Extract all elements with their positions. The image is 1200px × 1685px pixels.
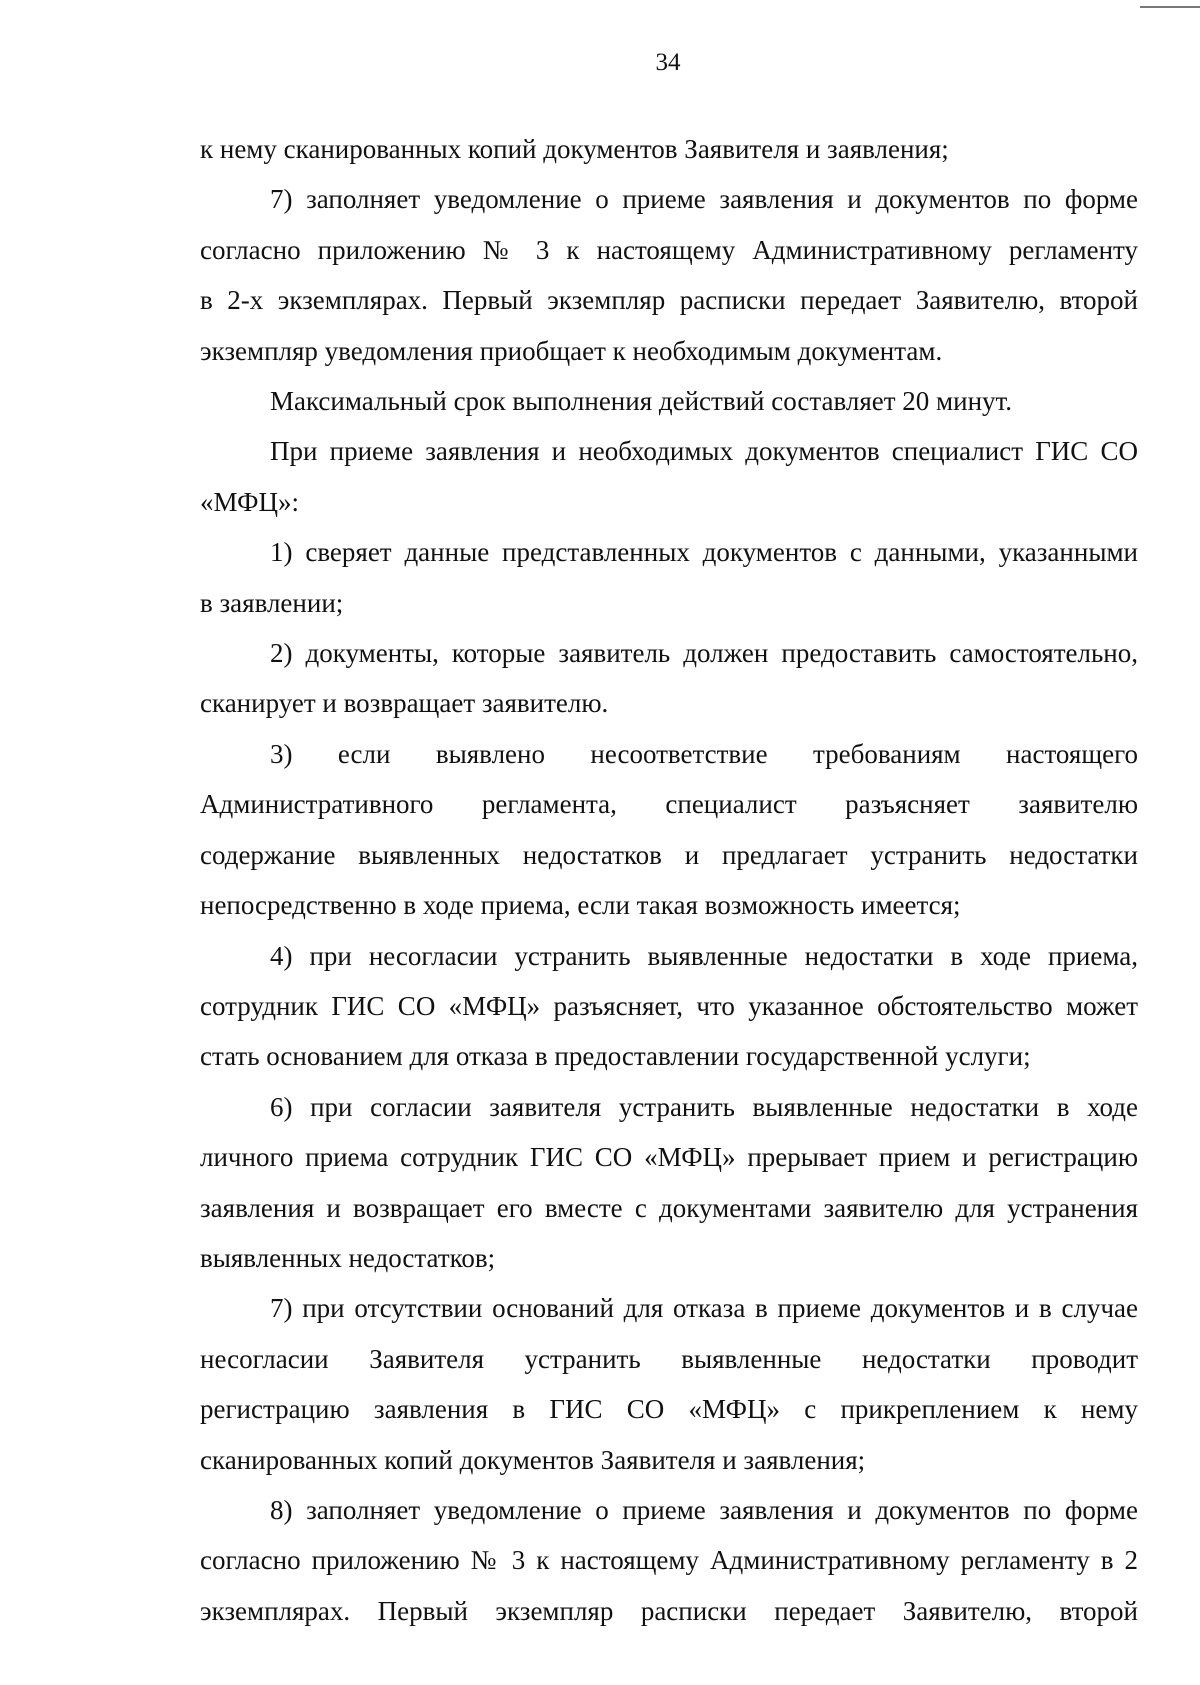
text-line: сканирует и возвращает заявителю. <box>200 688 609 719</box>
paragraph-item-3 <box>200 729 1138 931</box>
paragraph-item-7 <box>200 174 1138 376</box>
paragraph-item-7-second <box>200 1283 1138 1485</box>
text-line: содержание выявленных недостатков и предлагает устранить недостатки <box>200 839 1138 870</box>
text-line: 6) при согласии заявителя устранить выявленные недостатки в ходе <box>270 1091 1138 1122</box>
text-line: согласно приложению № 3 к настоящему Административному регламенту <box>200 234 1138 265</box>
text-line: экземпляр уведомления приобщает к необходимым документам. <box>200 335 943 366</box>
text-line: 2) документы, которые заявитель должен предоставить самостоятельно, <box>270 638 1138 669</box>
text-line: в 2-х экземплярах. Первый экземпляр расписки передает Заявителю, второй <box>200 285 1138 316</box>
text-line: Максимальный срок выполнения действий составляет 20 минут. <box>270 386 1013 417</box>
paragraph-intro <box>200 426 1138 527</box>
paragraph-item-6 <box>200 1082 1138 1284</box>
text-line: стать основанием для отказа в предоставлении государственной услуги; <box>200 1041 1031 1072</box>
text-line: регистрацию заявления в ГИС СО «МФЦ» с прикреплением к нему <box>200 1394 1138 1425</box>
text-line: Административного регламента, специалист разъясняет заявителю <box>200 789 1138 820</box>
text-line: непосредственно в ходе приема, если такая возможность имеется; <box>200 890 961 921</box>
body-text <box>200 124 1138 1636</box>
text-line: сотрудник ГИС СО «МФЦ» разъясняет, что указанное обстоятельство может <box>200 990 1138 1021</box>
text-line: 4) при несогласии устранить выявленные недостатки в ходе приема, <box>270 940 1138 971</box>
text-line: 8) заполняет уведомление о приеме заявления и документов по форме <box>270 1494 1138 1525</box>
paragraph-item-8 <box>200 1485 1138 1636</box>
text-line: заявления и возвращает его вместе с документами заявителю для устранения <box>200 1192 1138 1223</box>
paragraph-item-2 <box>200 628 1138 729</box>
paragraph-continuation <box>200 124 1138 174</box>
paragraph-max-time <box>200 376 1138 426</box>
text-line: в заявлении; <box>200 587 344 618</box>
text-line: При приеме заявления и необходимых документов специалист ГИС СО <box>270 436 1138 467</box>
text-line: 3) если выявлено несоответствие требованиям настоящего <box>270 738 1138 769</box>
text-line: несогласии Заявителя устранить выявленные недостатки проводит <box>200 1343 1138 1374</box>
text-line: выявленных недостатков; <box>200 1242 496 1273</box>
paragraph-item-4 <box>200 931 1138 1082</box>
text-line: к нему сканированных копий документов Заявителя и заявления; <box>200 134 949 164</box>
text-line: «МФЦ»: <box>200 486 299 517</box>
paragraph-item-1 <box>200 527 1138 628</box>
page-number: 34 <box>655 49 681 76</box>
text-line: 7) заполняет уведомление о приеме заявления и документов по форме <box>270 184 1138 215</box>
text-line: 7) при отсутствии оснований для отказа в приеме документов и в случае <box>270 1293 1138 1324</box>
text-line: экземплярах. Первый экземпляр расписки передает Заявителю, второй <box>200 1595 1138 1626</box>
text-line: согласно приложению № 3 к настоящему Административному регламенту в 2 <box>200 1545 1138 1576</box>
scan-edge-mark <box>1140 6 1200 8</box>
text-line: 1) сверяет данные представленных документов с данными, указанными <box>270 537 1138 568</box>
text-line: сканированных копий документов Заявителя и заявления; <box>200 1444 866 1475</box>
text-line: личного приема сотрудник ГИС СО «МФЦ» прерывает прием и регистрацию <box>200 1142 1138 1173</box>
